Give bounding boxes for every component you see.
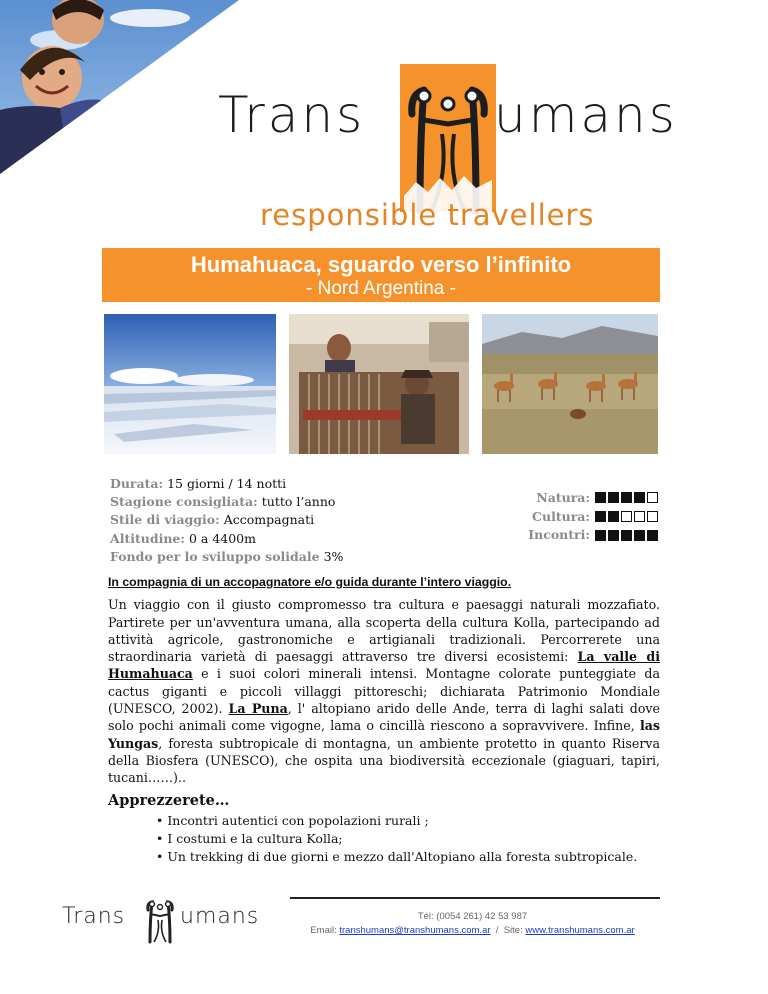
logo-text-left: Trans [218,86,366,144]
empty-square-icon [634,511,645,522]
rating-squares [593,508,658,526]
footer-logo-figure-icon [142,900,178,944]
salt-flats-photo [104,314,276,454]
keyword-humahuaca: La valle di Humahuaca [108,649,661,682]
info-season: Stagione consigliata: tutto l’anno [110,494,336,510]
info-altitude: Altitudine: 0 a 4400m [110,530,256,546]
filled-square-icon [621,530,632,541]
contact-phone: Tél: (0054 261) 42 53 987 [417,911,528,922]
info-duration: Durata: 15 giorni / 14 notti [110,476,287,491]
list-item: • Un trekking di due giorni e mezzo dall'Altopiano alla foresta subtropicale. [156,848,637,866]
rating-squares [593,489,658,507]
description-paragraph: Un viaggio con il giusto compromesso tra cultura e paesaggi naturali mozzafiato. Partirete per un'avventura umana, alla scoperta della cultura Kolla, partecipando ad attività agricole, gastronomiche e artigianali tradizionali. Percorrerete una straordinaria varietà di paesaggi attraverso tre diversi ecosistemi: La valle di Humahuaca e i suoi colori minerali intensi. Montagne colorate punteggiate da cactus giganti e piccoli villaggi pittoreschi; dichiarata Patrimonio Mondiale (UNESCO, 2002). La Puna, l' altopiano arido delle Ande, terra di laghi salati dove solo pochi animali come vigogne, lama o cincillà riescono a sopravvivere. Infine, las Yungas, foresta subtropicale di montagna, un ambiente protetto in quanto Riserva della Biosfera (UNESCO), che ospita una biodiversità eccezionale (giaguari, tapiri, tucani……).. [108,597,661,786]
filled-square-icon [647,530,658,541]
rating-culture: Cultura: [528,508,658,527]
list-item: • Incontri autentici con popolazioni rurali ; [156,812,637,830]
empty-square-icon [647,492,658,503]
rating-squares [593,527,658,545]
logo-figure-icon [402,84,494,214]
filled-square-icon [608,530,619,541]
website-link[interactable]: www.transhumans.com.ar [525,925,635,936]
vicunas-photo [482,314,658,454]
trip-title: Humahuaca, sguardo verso l’infinito [190,252,572,277]
travellers-corner-photo [0,0,240,175]
empty-square-icon [647,511,658,522]
keyword-puna: La Puna [228,701,288,717]
appreciation-title: Apprezzerete… [108,792,230,809]
appreciation-list [156,812,637,866]
rating-nature: Natura: [528,489,658,508]
transhumans-logo [218,62,678,247]
empty-square-icon [621,511,632,522]
weavers-photo [289,314,469,454]
rating-encounters: Incontri: [528,526,658,545]
filled-square-icon [595,530,606,541]
filled-square-icon [634,530,645,541]
footer-divider [290,897,660,899]
trip-description [108,574,660,787]
list-item: • I costumi e la cultura Kolla; [156,830,637,848]
title-banner [102,248,660,302]
keyword-yungas: las Yungas [108,718,660,751]
filled-square-icon [608,511,619,522]
contact-info [285,910,660,938]
info-solidarity-fund: Fondo per lo sviluppo solidale 3% [110,548,344,564]
footer-logo-text-right: umans [180,904,260,929]
filled-square-icon [621,492,632,503]
contact-links: Email: transhumans@transhumans.com.ar / Site: www.transhumans.com.ar [310,925,635,936]
logo-tagline: responsible travellers [260,198,595,232]
filled-square-icon [608,492,619,503]
filled-square-icon [595,511,606,522]
trip-ratings [528,489,658,545]
filled-square-icon [595,492,606,503]
filled-square-icon [634,492,645,503]
guide-note: In compagnia di un accopagnatore e/o guida durante l’intero viaggio. [108,575,512,589]
footer-logo-text-left: Trans [62,904,126,929]
email-link[interactable]: transhumans@transhumans.com.ar [339,925,491,936]
logo-text-right: umans [494,86,678,144]
trip-info [110,475,343,566]
trip-region: - Nord Argentina - [306,278,456,299]
footer-logo [62,898,262,948]
info-travel-style: Stile di viaggio: Accompagnati [110,512,315,528]
